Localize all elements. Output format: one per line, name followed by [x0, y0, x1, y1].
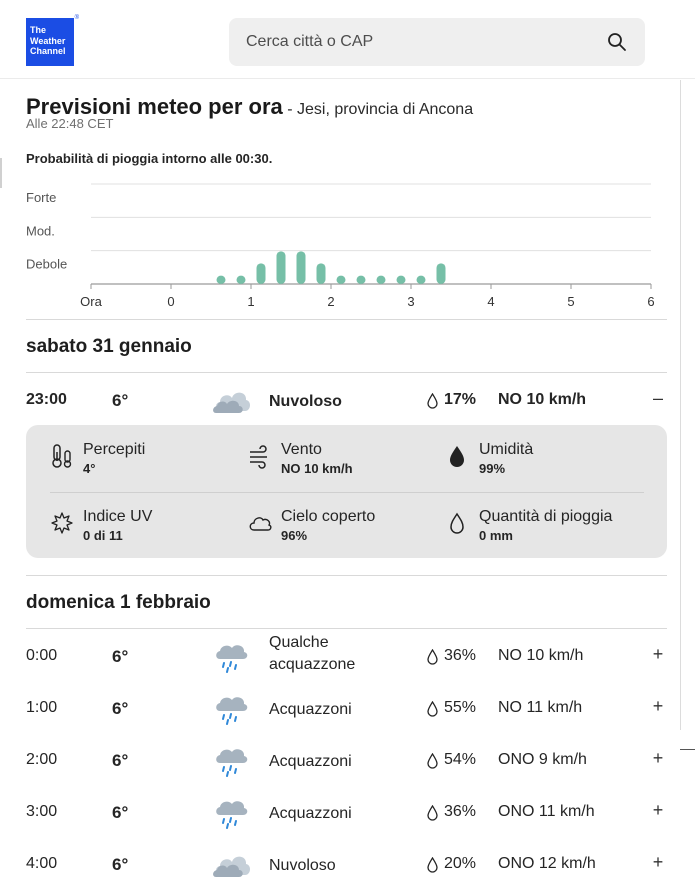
detail-label: Indice UV	[83, 508, 153, 525]
rain-chance: 17%	[444, 391, 477, 408]
update-time: Alle 22:48 CET	[26, 116, 114, 131]
hour-row-0400[interactable]	[26, 837, 667, 889]
location-name: - Jesi, provincia di Ancona	[282, 101, 474, 118]
rain-bar	[217, 276, 226, 284]
chart-level-label: Mod.	[26, 223, 55, 239]
hour-condition: Acquazzoni	[269, 753, 352, 770]
detail-label: Vento	[281, 441, 322, 458]
showers-icon	[212, 691, 252, 725]
hour-wind: NO 11 km/h	[498, 699, 583, 716]
hour-time: 1:00	[26, 699, 58, 716]
wind-icon	[248, 443, 272, 469]
expand-button[interactable]: +	[652, 800, 664, 820]
collapse-button[interactable]: –	[652, 388, 663, 408]
cloudy-icon	[212, 383, 252, 417]
hour-temperature: 6°	[112, 751, 129, 770]
detail-value: 96%	[281, 528, 308, 543]
hour-time: 3:00	[26, 803, 58, 820]
divider	[26, 575, 667, 576]
hour-temperature: 6°	[112, 699, 129, 718]
humidity-drop-icon	[446, 443, 470, 469]
hour-condition: Qualche acquazzone	[269, 634, 356, 673]
chart-tick-label: 1	[247, 294, 255, 309]
chart-level-label: Debole	[26, 256, 68, 272]
detail-label: Percepiti	[83, 441, 146, 458]
rain-bar	[377, 276, 386, 284]
weather-channel-logo[interactable]	[26, 15, 79, 66]
detail-value: 0 di 11	[83, 528, 123, 543]
raindrop-icon	[426, 393, 439, 409]
divider	[26, 319, 667, 320]
raindrop-icon	[426, 649, 439, 665]
rain-chance: 36%	[444, 803, 477, 820]
hour-row-0000[interactable]	[26, 629, 667, 681]
hour-condition: Nuvoloso	[269, 857, 336, 874]
detail-label: Cielo coperto	[281, 508, 376, 525]
rain-chance: 20%	[444, 855, 477, 872]
raindrop-outline-icon	[446, 510, 470, 536]
chart-level-label: Forte	[26, 190, 57, 205]
rain-chance: 36%	[444, 647, 477, 664]
hour-row-2300[interactable]	[26, 373, 667, 425]
search-icon[interactable]	[607, 32, 627, 52]
detail-wind	[248, 441, 438, 485]
site-header	[0, 6, 695, 79]
detail-label: Quantità di pioggia	[479, 508, 613, 525]
right-edge-marker	[680, 749, 695, 750]
precipitation-chart	[26, 178, 667, 318]
right-scroll-track[interactable]	[680, 80, 681, 730]
detail-feels-like	[50, 441, 240, 485]
hour-condition: Acquazzoni	[269, 805, 352, 822]
chart-tick-label: 0	[167, 294, 175, 309]
hour-wind: NO 10 km/h	[498, 647, 584, 664]
left-edge-marker	[0, 158, 2, 188]
rain-bar	[417, 276, 426, 284]
rain-probability-text: Probabilità di pioggia intorno alle 00:30.	[26, 151, 273, 166]
day-header-saturday: sabato 31 gennaio	[26, 336, 192, 357]
rain-chance: 55%	[444, 699, 477, 716]
hour-condition: Nuvoloso	[269, 393, 342, 410]
chart-tick-label: 2	[327, 294, 335, 309]
sun-icon	[50, 510, 74, 536]
expand-button[interactable]: +	[652, 644, 664, 664]
hour-temperature: 6°	[112, 855, 129, 874]
rain-bar	[337, 276, 346, 284]
day-header-sunday: domenica 1 febbraio	[26, 592, 211, 613]
search-box[interactable]	[229, 18, 645, 66]
hour-wind: NO 10 km/h	[498, 391, 587, 408]
hour-wind: ONO 11 km/h	[498, 803, 595, 820]
hour-details-panel	[26, 425, 667, 558]
logo-line-2: Weather	[30, 35, 66, 46]
detail-humidity	[446, 441, 636, 485]
detail-label: Umidità	[479, 441, 534, 458]
raindrop-icon	[426, 805, 439, 821]
chart-tick-label: 4	[487, 294, 495, 309]
detail-value: NO 10 km/h	[281, 461, 353, 476]
raindrop-icon	[426, 753, 439, 769]
detail-uv-index	[50, 508, 240, 552]
expand-button[interactable]: +	[652, 748, 664, 768]
rain-bar	[297, 251, 306, 284]
rain-bar	[237, 276, 246, 284]
raindrop-icon	[426, 857, 439, 873]
registered-mark: ®	[74, 15, 79, 21]
hour-temperature: 6°	[112, 803, 129, 822]
logo-text	[30, 25, 72, 57]
details-divider	[50, 492, 644, 493]
detail-value: 4°	[83, 461, 96, 476]
hour-time: 23:00	[26, 391, 67, 408]
hour-condition: Acquazzoni	[269, 701, 352, 718]
logo-line-3: Channel	[30, 46, 66, 56]
detail-value: 0 mm	[479, 528, 513, 543]
expand-button[interactable]: +	[652, 852, 664, 872]
page-title: Previsioni meteo per ora	[26, 94, 283, 119]
rain-bar	[277, 251, 286, 284]
showers-icon	[212, 639, 252, 673]
hour-wind: ONO 12 km/h	[498, 855, 596, 872]
rain-bar	[257, 263, 266, 284]
chart-tick-label: 3	[407, 294, 415, 309]
logo-line-1: The	[30, 25, 47, 35]
search-input[interactable]: Cerca città o CAP	[246, 33, 374, 50]
hour-row-0200[interactable]	[26, 733, 667, 785]
hour-temperature: 6°	[112, 647, 129, 666]
hour-row-0300[interactable]	[26, 785, 667, 837]
raindrop-icon	[426, 701, 439, 717]
showers-icon	[212, 743, 252, 777]
rain-bar	[397, 276, 406, 284]
rain-bar	[357, 276, 366, 284]
expand-button[interactable]: +	[652, 696, 664, 716]
chart-tick-label: 6	[647, 294, 655, 309]
rain-bar	[437, 263, 446, 284]
detail-rain-amount	[446, 508, 636, 552]
showers-icon	[212, 795, 252, 829]
hour-wind: ONO 9 km/h	[498, 751, 587, 768]
thermometer-icon	[50, 443, 74, 469]
hour-temperature: 6°	[112, 391, 129, 410]
detail-cloud-cover	[248, 508, 438, 552]
chart-tick-label: Ora	[80, 294, 102, 309]
detail-value: 99%	[479, 461, 506, 476]
rain-chance: 54%	[444, 751, 477, 768]
rain-bar	[317, 263, 326, 284]
hour-time: 0:00	[26, 647, 58, 664]
chart-tick-label: 5	[567, 294, 575, 309]
hour-time: 4:00	[26, 855, 58, 872]
hour-row-0100[interactable]	[26, 681, 667, 733]
hour-time: 2:00	[26, 751, 58, 768]
cloudy-icon	[212, 847, 252, 881]
cloud-icon	[248, 510, 272, 536]
